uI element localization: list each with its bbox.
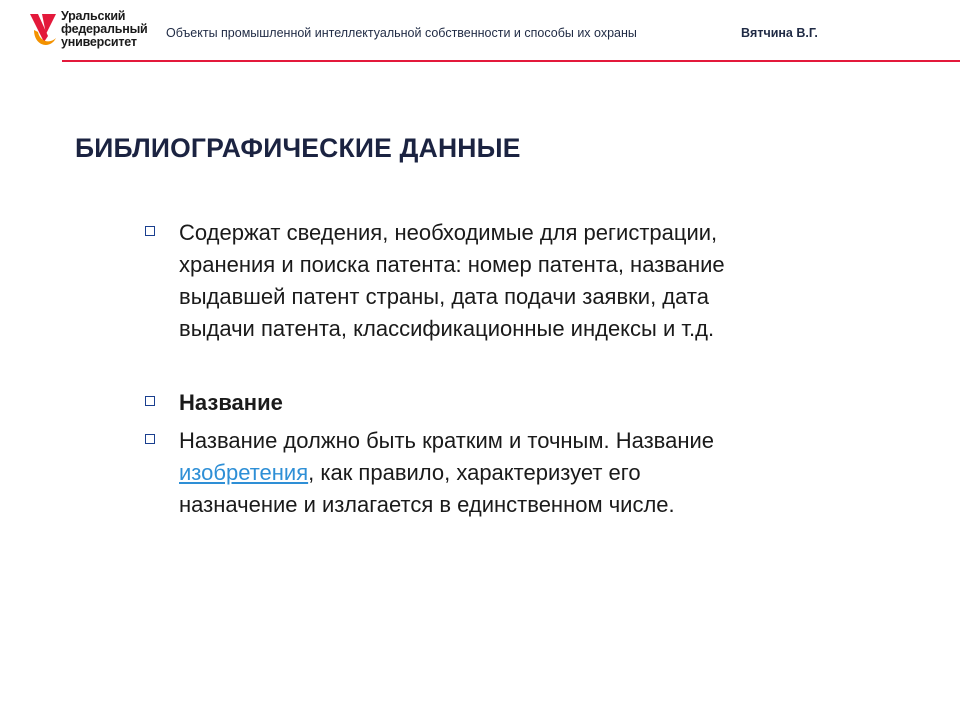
square-bullet-icon (145, 396, 155, 406)
bullet-text (179, 425, 845, 521)
university-logo (28, 10, 168, 54)
bullet-line: назначение и излагается в единственном числе. (179, 492, 675, 517)
logo-line: университет (61, 35, 137, 49)
bullet-line: хранения и поиска патента: номер патента, название (179, 252, 725, 277)
page-title: БИБЛИОГРАФИЧЕСКИЕ ДАННЫЕ (75, 133, 521, 163)
header-divider (62, 60, 960, 62)
logo-line: Уральский (61, 9, 126, 23)
bullet-line (179, 457, 845, 489)
author-name: Вятчина В.Г. (741, 26, 818, 40)
course-subject: Объекты промышленной интеллектуальной собственности и способы их охраны (166, 26, 637, 40)
bullet-line: Содержат сведения, необходимые для регистрации, (179, 220, 718, 245)
bullet-item (145, 217, 845, 345)
square-bullet-icon (145, 226, 155, 236)
slide-header (0, 0, 960, 64)
bullet-line-rest: , как правило, характеризует его (308, 460, 641, 485)
bullet-line: выдачи патента, классификационные индексы и т.д. (179, 316, 715, 341)
bullet-heading: Название (179, 390, 283, 415)
logo-text (61, 10, 148, 49)
bullet-line: выдавшей патент страны, дата подачи заявки, дата (179, 284, 709, 309)
bullet-text (179, 217, 845, 345)
bullet-item (145, 425, 845, 521)
square-bullet-icon (145, 434, 155, 444)
bullet-item (145, 387, 845, 419)
bullet-line: Название должно быть кратким и точным. Название (179, 428, 715, 453)
logo-line: федеральный (61, 22, 148, 36)
urfu-logo-icon (28, 12, 58, 52)
invention-link[interactable]: изобретения (179, 460, 309, 485)
